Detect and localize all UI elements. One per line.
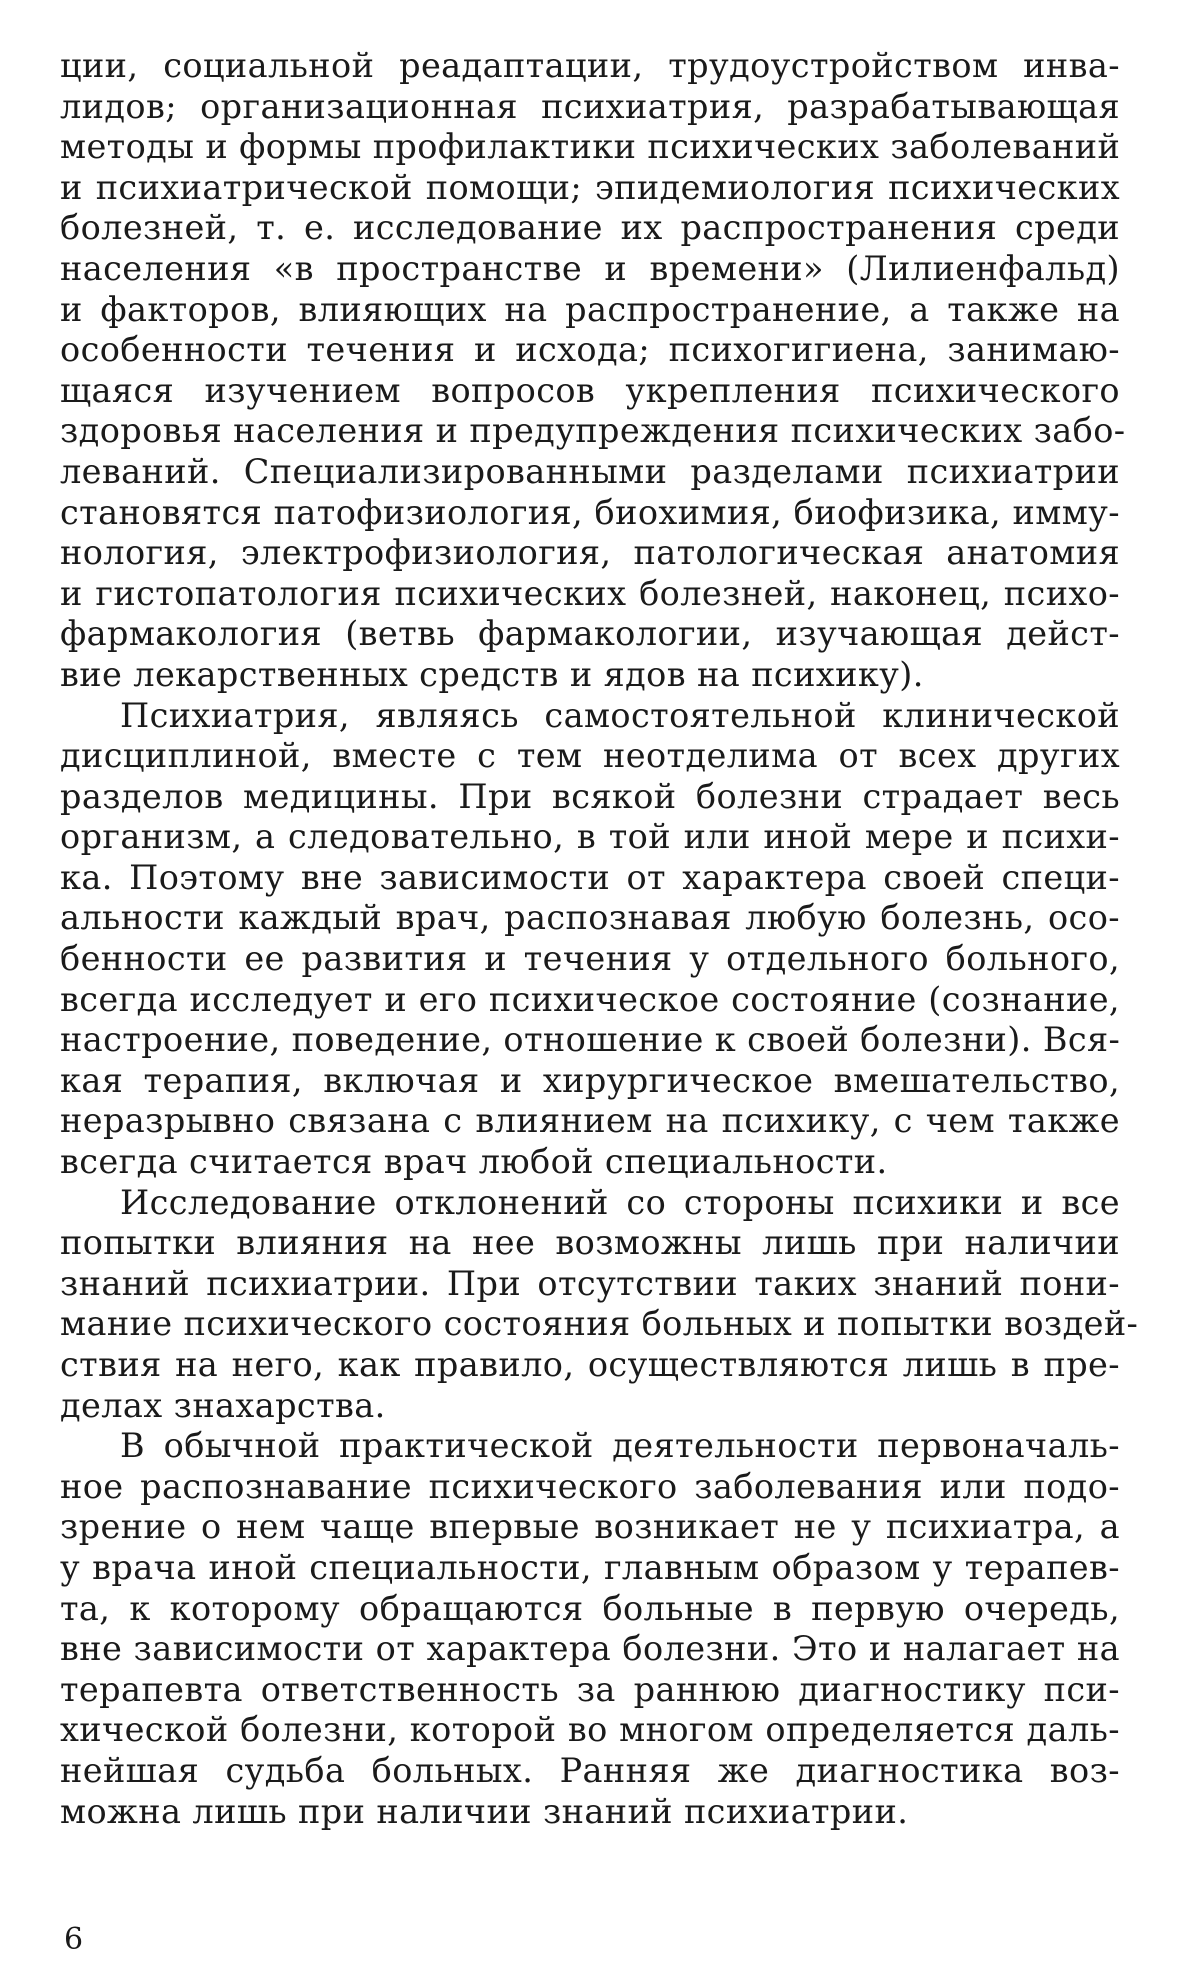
text-line: зрение о нем чаще впервые возникает не у психиатра, а [60, 1507, 1120, 1547]
text-line: можна лишь при наличии знаний психиатрии. [60, 1791, 909, 1831]
text-line: Психиатрия, являясь самостоятельной клинической [120, 695, 1120, 735]
text-line: хической болезни, которой во многом определяется даль- [60, 1710, 1120, 1750]
text-line: В обычной практической деятельности первоначаль- [120, 1426, 1120, 1466]
paragraph [60, 1426, 1120, 1832]
text-line: у врача иной специальности, главным образом у терапев- [60, 1547, 1120, 1587]
text-line: терапевта ответственность за раннюю диагностику пси- [60, 1669, 1120, 1709]
text-line: организм, а следовательно, в той или иной мере и психи- [60, 817, 1120, 857]
text-line: населения «в пространстве и времени» (Лилиенфальд) [60, 248, 1120, 288]
text-line: особенности течения и исхода; психогигиена, занимаю- [60, 330, 1120, 370]
text-line: вне зависимости от характера болезни. Это и налагает на [60, 1629, 1120, 1669]
text-line: и психиатрической помощи; эпидемиология психических [60, 167, 1120, 207]
paragraph [60, 696, 1120, 1183]
text-line: знаний психиатрии. При отсутствии таких знаний пони- [60, 1263, 1120, 1303]
text-line: здоровья населения и предупреждения психических забо- [60, 411, 1126, 451]
text-line: ции, социальной реадаптации, трудоустройством инва- [60, 46, 1120, 85]
text-line: неразрывно связана с влиянием на психику, с чем также [60, 1101, 1120, 1141]
text-line: нология, электрофизиология, патологическая анатомия [60, 533, 1120, 573]
text-line: фармакология (ветвь фармакологии, изучающая дейст- [60, 614, 1120, 654]
text-line: разделов медицины. При всякой болезни страдает весь [60, 776, 1120, 816]
text-line: становятся патофизиология, биохимия, биофизика, имму- [60, 492, 1120, 532]
text-line: бенности ее развития и течения у отдельного больного, [60, 939, 1120, 979]
text-line: ка. Поэтому вне зависимости от характера своей специ- [60, 857, 1120, 897]
text-line: альности каждый врач, распознавая любую болезнь, осо- [60, 898, 1120, 938]
text-line: методы и формы профилактики психических заболеваний [60, 127, 1121, 167]
text-line: и факторов, влияющих на распространение, а также на [60, 289, 1120, 329]
page-number: 6 [64, 1922, 84, 1957]
text-line: дисциплиной, вместе с тем неотделима от всех других [60, 736, 1120, 776]
text-line: та, к которому обращаются больные в первую очередь, [60, 1588, 1120, 1628]
text-line: и гистопатология психических болезней, наконец, психо- [60, 573, 1120, 613]
text-line: щаяся изучением вопросов укрепления психического [60, 370, 1120, 410]
text-line: леваний. Специализированными разделами психиатрии [60, 451, 1120, 491]
text-line: ствия на него, как правило, осуществляются лишь в пре- [60, 1345, 1120, 1384]
page-body [60, 46, 1139, 1832]
text-line: всегда считается врач любой специальности. [60, 1142, 888, 1182]
text-line: кая терапия, включая и хирургическое вмешательство, [60, 1060, 1120, 1100]
paragraph [60, 1182, 1139, 1427]
text-line: всегда исследует и его психическое состояние (сознание, [60, 979, 1120, 1019]
text-line: делах знахарства. [60, 1385, 386, 1425]
text-line: вие лекарственных средств и ядов на психику). [60, 654, 924, 694]
paragraph [60, 46, 1126, 696]
text-line: нейшая судьба больных. Ранняя же диагностика воз- [60, 1750, 1120, 1790]
text-line: попытки влияния на нее возможны лишь при наличии [60, 1223, 1120, 1263]
text-line: настроение, поведение, отношение к своей болезни). Вся- [60, 1020, 1121, 1060]
text-line: ное распознавание психического заболевания или подо- [60, 1466, 1120, 1506]
text-line: лидов; организационная психиатрия, разрабатывающая [60, 86, 1120, 126]
text-line: болезней, т. е. исследование их распространения среди [60, 208, 1120, 248]
text-line: мание психического состояния больных и попытки воздей- [60, 1304, 1139, 1344]
text-line: Исследование отклонений со стороны психики и все [120, 1182, 1120, 1222]
